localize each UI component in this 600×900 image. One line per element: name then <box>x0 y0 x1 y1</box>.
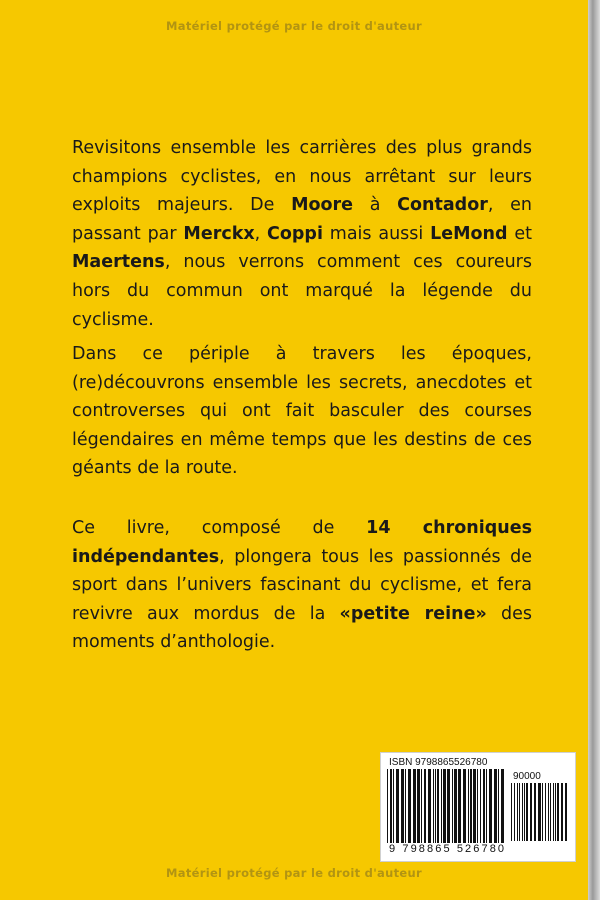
barcode-bar <box>530 783 532 841</box>
price-addon-bars <box>511 783 569 843</box>
barcode-bar <box>545 783 546 841</box>
barcode-bar <box>486 769 487 843</box>
barcode-bar <box>421 769 422 843</box>
barcode-bar <box>437 769 439 843</box>
isbn-barcode <box>380 752 576 862</box>
barcode-bar <box>501 769 504 843</box>
price-code: 90000 <box>513 771 541 782</box>
barcode-bar <box>522 783 523 841</box>
text-run: à <box>353 195 398 216</box>
barcode-bar <box>401 769 404 843</box>
barcode-bar <box>405 769 406 843</box>
bold-text: «petite reine» <box>339 603 487 624</box>
barcode-bar <box>477 769 478 843</box>
barcode-bar <box>408 769 411 843</box>
barcode-bar <box>550 783 551 841</box>
barcode-bar <box>524 783 525 841</box>
barcode-bar <box>424 769 426 843</box>
description-paragraph-1 <box>72 134 532 334</box>
barcode-bar <box>454 769 457 843</box>
barcode-bar <box>387 769 388 843</box>
text-run: , <box>254 223 268 244</box>
barcode-bar <box>435 769 436 843</box>
bold-text: LeMond <box>430 223 508 244</box>
text-run: mais aussi <box>322 223 431 244</box>
barcode-bar <box>468 769 469 843</box>
barcode-bar <box>413 769 416 843</box>
text-run: des moments d’anthologie. <box>72 603 532 653</box>
barcode-bar <box>538 783 541 841</box>
barcode-bar <box>534 783 536 841</box>
barcode-bar <box>511 783 512 841</box>
bold-text: Contador <box>397 195 488 216</box>
barcode-bar <box>519 783 520 841</box>
barcode-bar <box>390 769 392 843</box>
barcode-bar <box>542 783 543 841</box>
watermark-top: Matériel protégé par le droit d'auteur <box>166 19 422 33</box>
barcode-bar <box>480 769 481 843</box>
barcode-bar <box>489 769 492 843</box>
text-run: Dans ce périple à travers les époques, (re)découvrons ensemble les secrets, anecdotes et controverses qui ont fait basculer des courses légendaires en même temps que les destins de ces géants de la route. <box>72 344 532 479</box>
text-run: et <box>507 223 532 244</box>
barcode-bar <box>561 783 563 841</box>
barcode-bar <box>494 769 497 843</box>
barcode-bar <box>393 769 394 843</box>
barcode-bar <box>517 783 518 841</box>
barcode-bar <box>498 769 499 843</box>
barcode-bar <box>473 769 476 843</box>
bold-text: Coppi <box>267 223 323 244</box>
barcode-bar <box>441 769 442 843</box>
text-run: , en passant par <box>72 195 532 244</box>
barcode-bar <box>396 769 399 843</box>
bold-text: Maertens <box>72 252 165 273</box>
barcode-digits: 9 798865 526780 <box>389 843 507 855</box>
barcode-bar <box>417 769 420 843</box>
barcode-bar <box>548 783 549 841</box>
barcode-bar <box>470 769 472 843</box>
barcode-bar <box>443 769 446 843</box>
watermark-bottom: Matériel protégé par le droit d'auteur <box>166 866 422 880</box>
barcode-bar <box>458 769 461 843</box>
text-run: , nous verrons comment ces coureurs hors du commun ont marqué la légende du cyclisme. <box>72 252 532 330</box>
barcode-bar <box>433 769 434 843</box>
right-edge-strip <box>588 0 600 900</box>
barcode-bar <box>557 783 559 841</box>
barcode-bar <box>447 769 450 843</box>
barcode-bar <box>514 783 515 841</box>
barcode-bar <box>526 783 528 841</box>
text-run: , plongera tous les passionnés de sport dans l’univers fascinant du cyclisme, et fera revivre aux mordus de la <box>72 546 532 624</box>
barcode-bar <box>452 769 453 843</box>
bold-text: Merckx <box>183 223 255 244</box>
description-paragraph-3 <box>72 514 532 657</box>
barcode-bar <box>555 783 556 841</box>
ean13-bars <box>387 769 507 843</box>
description-paragraph-2 <box>72 340 532 483</box>
isbn-label: ISBN 9798865526780 <box>389 757 488 768</box>
bold-text: Moore <box>291 195 354 216</box>
barcode-bar <box>565 783 567 841</box>
text-run: Revisitons ensemble les carrières des plus grands champions cyclistes, en nous arrêtant sur leurs exploits majeurs. De <box>72 138 532 216</box>
text-run: Ce livre, composé de <box>72 518 367 538</box>
barcode-bar <box>483 769 485 843</box>
barcode-bar <box>428 769 431 843</box>
bold-text: 14 chroniques indépendantes <box>72 518 532 567</box>
barcode-bar <box>553 783 554 841</box>
barcode-bar <box>463 769 466 843</box>
